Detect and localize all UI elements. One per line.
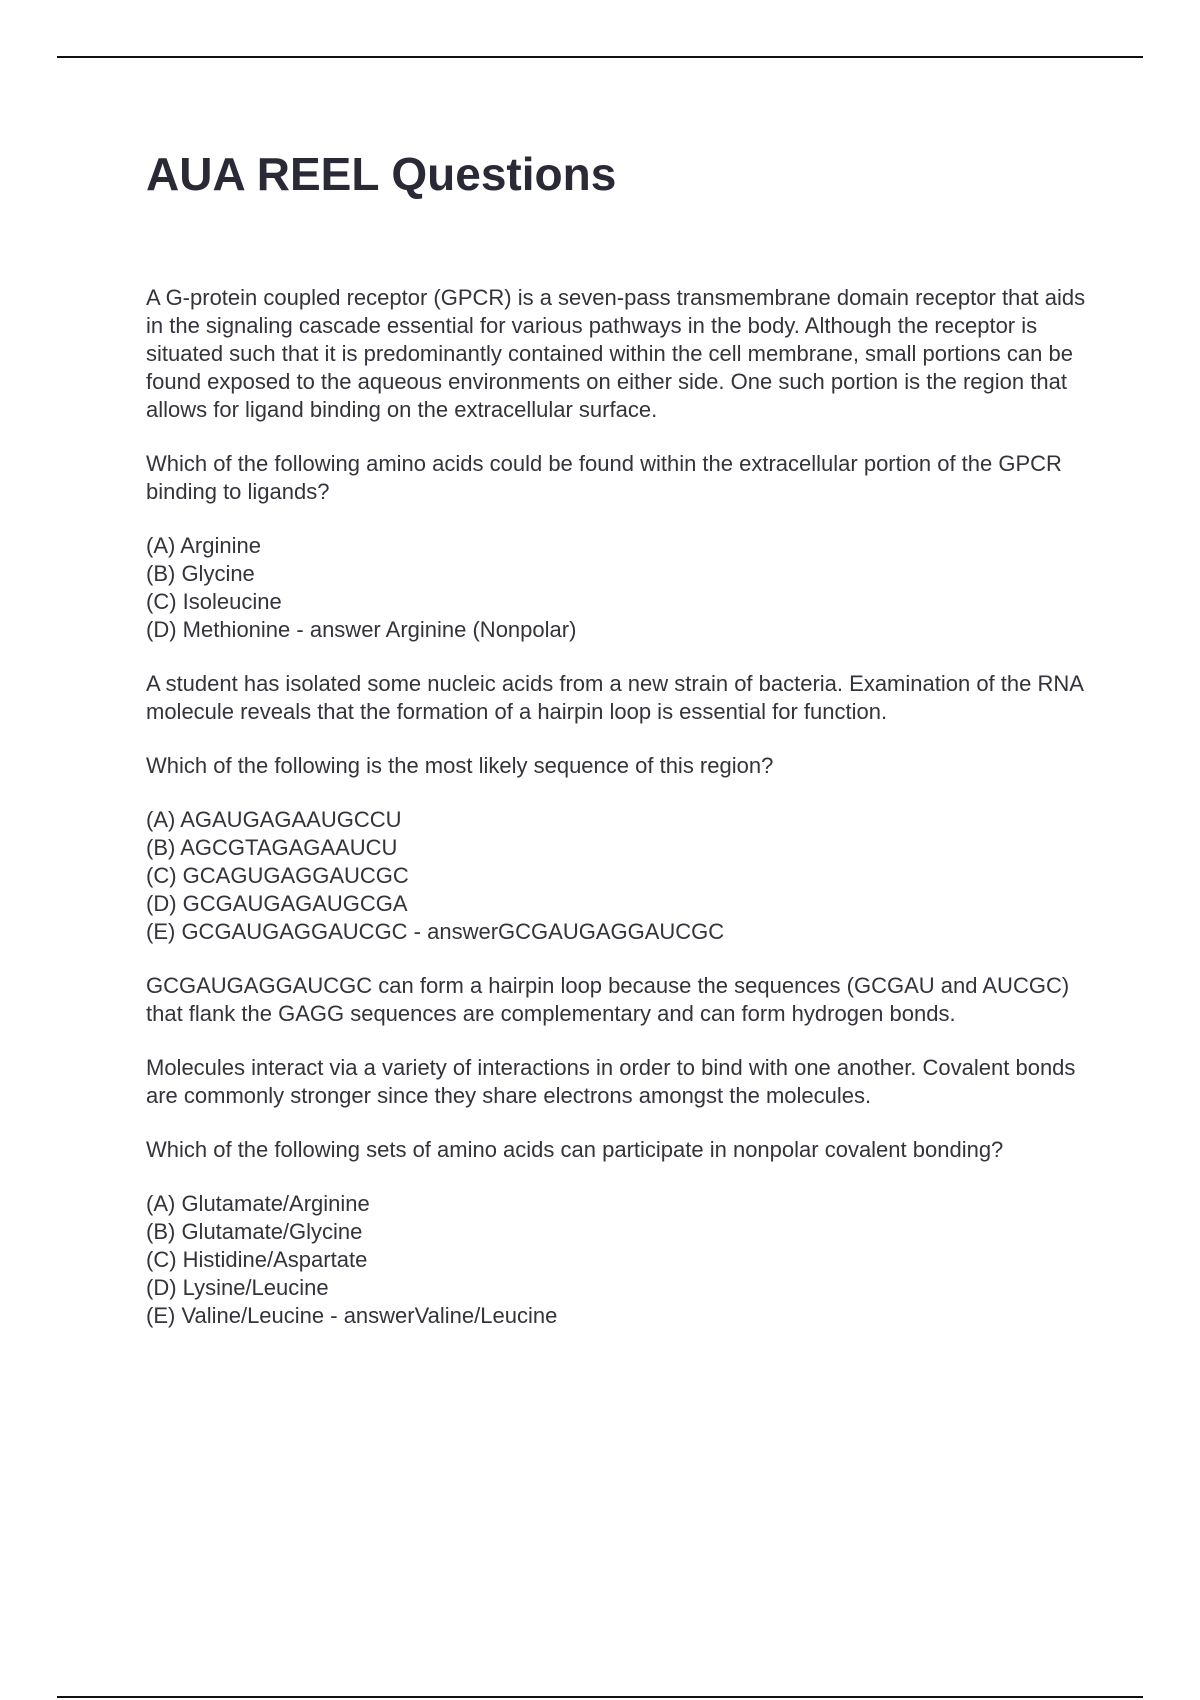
option-item: (B) Glycine bbox=[146, 561, 255, 586]
question-2-options bbox=[146, 806, 1096, 946]
top-rule bbox=[57, 56, 1143, 58]
option-item: (A) Arginine bbox=[146, 533, 261, 558]
question-3-stem: Molecules interact via a variety of interactions in order to bind with one another. Covalent bonds are commonly stronger since they share electrons amongst the molecules. bbox=[146, 1055, 1076, 1108]
question-1-options bbox=[146, 532, 1096, 644]
question-3-options bbox=[146, 1190, 1096, 1330]
option-item: (C) GCAGUGAGGAUCGC bbox=[146, 863, 409, 888]
question-2-stem: A student has isolated some nucleic acids from a new strain of bacteria. Examination of the RNA molecule reveals that the formation of a hairpin loop is essential for function. bbox=[146, 671, 1083, 724]
option-item: (D) Lysine/Leucine bbox=[146, 1275, 329, 1300]
option-item: (D) Methionine - answer Arginine (Nonpolar) bbox=[146, 617, 577, 642]
question-2-prompt: Which of the following is the most likely sequence of this region? bbox=[146, 753, 774, 778]
option-item: (B) AGCGTAGAGAAUCU bbox=[146, 835, 398, 860]
option-item: (B) Glutamate/Glycine bbox=[146, 1219, 363, 1244]
document-body bbox=[146, 284, 1096, 1356]
option-item: (E) Valine/Leucine - answerValine/Leucine bbox=[146, 1303, 558, 1328]
question-2-explanation: GCGAUGAGGAUCGC can form a hairpin loop because the sequences (GCGAU and AUCGC) that flank the GAGG sequences are complementary and can form hydrogen bonds. bbox=[146, 973, 1070, 1026]
option-item: (E) GCGAUGAGGAUCGC - answerGCGAUGAGGAUCGC bbox=[146, 919, 725, 944]
question-1-stem: A G-protein coupled receptor (GPCR) is a seven-pass transmembrane domain receptor that aids in the signaling cascade essential for various pathways in the body. Although the receptor is situated such that it is predominantly contained within the cell membrane, small portions can be found exposed to the aqueous environments on either side. One such portion is the region that allows for ligand binding on the extracellular surface. bbox=[146, 285, 1086, 422]
bottom-rule bbox=[57, 1696, 1143, 1698]
question-1-prompt: Which of the following amino acids could be found within the extracellular portion of the GPCR binding to ligands? bbox=[146, 451, 1062, 504]
option-item: (A) Glutamate/Arginine bbox=[146, 1191, 370, 1216]
option-item: (C) Isoleucine bbox=[146, 589, 282, 614]
page-title: AUA REEL Questions bbox=[146, 148, 617, 200]
option-item: (A) AGAUGAGAAUGCCU bbox=[146, 807, 402, 832]
option-item: (C) Histidine/Aspartate bbox=[146, 1247, 368, 1272]
option-item: (D) GCGAUGAGAUGCGA bbox=[146, 891, 408, 916]
question-3-prompt: Which of the following sets of amino acids can participate in nonpolar covalent bonding? bbox=[146, 1137, 1004, 1162]
